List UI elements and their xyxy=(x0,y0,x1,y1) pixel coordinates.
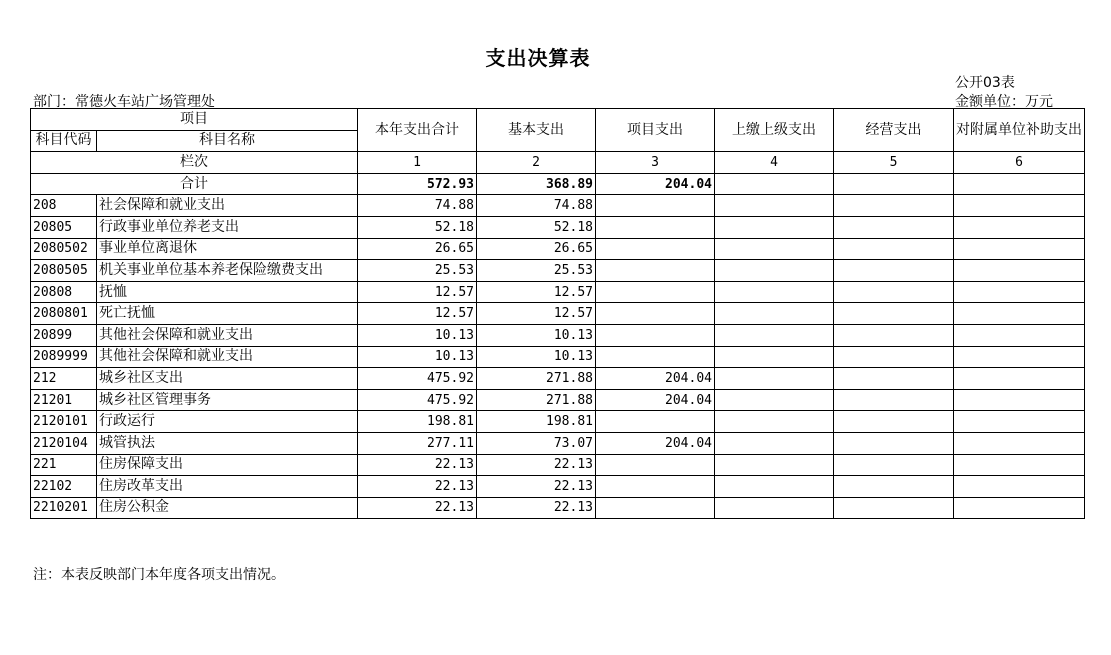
row-name: 住房改革支出 xyxy=(97,476,358,498)
table-row xyxy=(31,346,1085,368)
row-basic: 12.57 xyxy=(477,281,596,303)
row-business xyxy=(834,260,954,282)
row-subsidy xyxy=(954,216,1085,238)
row-basic: 22.13 xyxy=(477,497,596,519)
row-project xyxy=(596,303,715,325)
row-total: 26.65 xyxy=(358,238,477,260)
row-project xyxy=(596,324,715,346)
expenditure-table xyxy=(30,108,1085,519)
table-row xyxy=(31,281,1085,303)
row-basic: 22.13 xyxy=(477,476,596,498)
table-row xyxy=(31,303,1085,325)
row-project xyxy=(596,497,715,519)
row-total: 12.57 xyxy=(358,281,477,303)
row-subsidy xyxy=(954,324,1085,346)
row-subsidy xyxy=(954,346,1085,368)
row-code: 21201 xyxy=(31,389,97,411)
row-business xyxy=(834,476,954,498)
row-name: 死亡抚恤 xyxy=(97,303,358,325)
row-total: 22.13 xyxy=(358,497,477,519)
column-index-1: 1 xyxy=(358,152,477,174)
total-business xyxy=(834,173,954,195)
column-index-5: 5 xyxy=(834,152,954,174)
row-basic: 22.13 xyxy=(477,454,596,476)
row-name: 机关事业单位基本养老保险缴费支出 xyxy=(97,260,358,282)
row-subsidy xyxy=(954,260,1085,282)
total-row xyxy=(31,173,1085,195)
row-business xyxy=(834,346,954,368)
table-row xyxy=(31,238,1085,260)
row-project xyxy=(596,476,715,498)
department-label: 部门：常德火车站广场管理处 xyxy=(33,94,215,110)
header-name: 科目名称 xyxy=(97,130,358,152)
row-name: 其他社会保障和就业支出 xyxy=(97,324,358,346)
row-code: 221 xyxy=(31,454,97,476)
row-code: 20808 xyxy=(31,281,97,303)
row-project: 204.04 xyxy=(596,368,715,390)
column-index-row xyxy=(31,152,1085,174)
row-code: 2089999 xyxy=(31,346,97,368)
header-code: 科目代码 xyxy=(31,130,97,152)
table-row xyxy=(31,216,1085,238)
total-project: 204.04 xyxy=(596,173,715,195)
row-name: 社会保障和就业支出 xyxy=(97,195,358,217)
row-total: 475.92 xyxy=(358,368,477,390)
row-code: 2210201 xyxy=(31,497,97,519)
row-business xyxy=(834,281,954,303)
row-project xyxy=(596,238,715,260)
row-project xyxy=(596,195,715,217)
row-business xyxy=(834,411,954,433)
row-basic: 74.88 xyxy=(477,195,596,217)
column-index-3: 3 xyxy=(596,152,715,174)
row-basic: 73.07 xyxy=(477,432,596,454)
row-basic: 10.13 xyxy=(477,346,596,368)
row-subsidy xyxy=(954,497,1085,519)
row-total: 22.13 xyxy=(358,454,477,476)
row-project xyxy=(596,216,715,238)
row-total: 74.88 xyxy=(358,195,477,217)
row-subsidy xyxy=(954,281,1085,303)
header-total: 本年支出合计 xyxy=(358,109,477,152)
row-upper xyxy=(715,238,834,260)
row-subsidy xyxy=(954,389,1085,411)
row-total: 10.13 xyxy=(358,324,477,346)
row-business xyxy=(834,303,954,325)
row-upper xyxy=(715,411,834,433)
row-name: 城管执法 xyxy=(97,432,358,454)
row-basic: 271.88 xyxy=(477,389,596,411)
header-item: 项目 xyxy=(31,109,358,131)
row-basic: 25.53 xyxy=(477,260,596,282)
row-subsidy xyxy=(954,368,1085,390)
row-code: 208 xyxy=(31,195,97,217)
table-row xyxy=(31,195,1085,217)
row-name: 城乡社区支出 xyxy=(97,368,358,390)
table-row xyxy=(31,432,1085,454)
row-subsidy xyxy=(954,432,1085,454)
table-row xyxy=(31,389,1085,411)
row-subsidy xyxy=(954,411,1085,433)
row-business xyxy=(834,216,954,238)
row-project xyxy=(596,346,715,368)
row-code: 2120104 xyxy=(31,432,97,454)
row-name: 其他社会保障和就业支出 xyxy=(97,346,358,368)
row-name: 行政事业单位养老支出 xyxy=(97,216,358,238)
row-project xyxy=(596,260,715,282)
row-subsidy xyxy=(954,476,1085,498)
form-number: 公开03表 xyxy=(955,75,1015,91)
row-business xyxy=(834,238,954,260)
row-total: 198.81 xyxy=(358,411,477,433)
row-basic: 271.88 xyxy=(477,368,596,390)
row-project xyxy=(596,454,715,476)
row-name: 住房保障支出 xyxy=(97,454,358,476)
row-basic: 12.57 xyxy=(477,303,596,325)
row-code: 20805 xyxy=(31,216,97,238)
column-index-6: 6 xyxy=(954,152,1085,174)
row-code: 20899 xyxy=(31,324,97,346)
row-business xyxy=(834,195,954,217)
row-basic: 10.13 xyxy=(477,324,596,346)
row-business xyxy=(834,497,954,519)
row-name: 事业单位离退休 xyxy=(97,238,358,260)
row-upper xyxy=(715,195,834,217)
table-row xyxy=(31,454,1085,476)
table-row xyxy=(31,260,1085,282)
row-business xyxy=(834,454,954,476)
row-upper xyxy=(715,389,834,411)
row-subsidy xyxy=(954,454,1085,476)
row-code: 22102 xyxy=(31,476,97,498)
row-name: 行政运行 xyxy=(97,411,358,433)
header-row-item xyxy=(31,109,1085,131)
row-upper xyxy=(715,476,834,498)
row-code: 2080502 xyxy=(31,238,97,260)
row-upper xyxy=(715,281,834,303)
row-name: 住房公积金 xyxy=(97,497,358,519)
table-row xyxy=(31,411,1085,433)
row-project xyxy=(596,281,715,303)
page-title: 支出决算表 xyxy=(485,46,591,70)
row-upper xyxy=(715,346,834,368)
total-label: 合计 xyxy=(31,173,358,195)
row-name: 城乡社区管理事务 xyxy=(97,389,358,411)
total-upper xyxy=(715,173,834,195)
row-code: 2120101 xyxy=(31,411,97,433)
row-upper xyxy=(715,454,834,476)
row-upper xyxy=(715,497,834,519)
amount-unit: 金额单位：万元 xyxy=(955,94,1053,110)
row-total: 277.11 xyxy=(358,432,477,454)
row-upper xyxy=(715,368,834,390)
row-total: 52.18 xyxy=(358,216,477,238)
row-upper xyxy=(715,303,834,325)
row-business xyxy=(834,324,954,346)
row-total: 10.13 xyxy=(358,346,477,368)
row-total: 475.92 xyxy=(358,389,477,411)
header-subsidy: 对附属单位补助支出 xyxy=(954,109,1085,152)
row-code: 2080505 xyxy=(31,260,97,282)
header-basic: 基本支出 xyxy=(477,109,596,152)
column-index-4: 4 xyxy=(715,152,834,174)
header-business: 经营支出 xyxy=(834,109,954,152)
row-business xyxy=(834,389,954,411)
row-basic: 198.81 xyxy=(477,411,596,433)
total-subsidy xyxy=(954,173,1085,195)
row-upper xyxy=(715,324,834,346)
total-sum: 572.93 xyxy=(358,173,477,195)
table-row xyxy=(31,476,1085,498)
row-basic: 52.18 xyxy=(477,216,596,238)
row-subsidy xyxy=(954,195,1085,217)
row-upper xyxy=(715,260,834,282)
row-subsidy xyxy=(954,238,1085,260)
row-code: 212 xyxy=(31,368,97,390)
row-basic: 26.65 xyxy=(477,238,596,260)
row-project: 204.04 xyxy=(596,432,715,454)
row-project xyxy=(596,411,715,433)
row-subsidy xyxy=(954,303,1085,325)
total-basic: 368.89 xyxy=(477,173,596,195)
table-note: 注：本表反映部门本年度各项支出情况。 xyxy=(33,567,285,583)
header-upper: 上缴上级支出 xyxy=(715,109,834,152)
table-row xyxy=(31,324,1085,346)
row-project: 204.04 xyxy=(596,389,715,411)
row-code: 2080801 xyxy=(31,303,97,325)
column-index-2: 2 xyxy=(477,152,596,174)
row-total: 25.53 xyxy=(358,260,477,282)
header-project: 项目支出 xyxy=(596,109,715,152)
table-row xyxy=(31,497,1085,519)
row-total: 12.57 xyxy=(358,303,477,325)
row-upper xyxy=(715,432,834,454)
row-name: 抚恤 xyxy=(97,281,358,303)
table-row xyxy=(31,368,1085,390)
row-total: 22.13 xyxy=(358,476,477,498)
row-business xyxy=(834,368,954,390)
row-business xyxy=(834,432,954,454)
row-upper xyxy=(715,216,834,238)
column-index-label: 栏次 xyxy=(31,152,358,174)
